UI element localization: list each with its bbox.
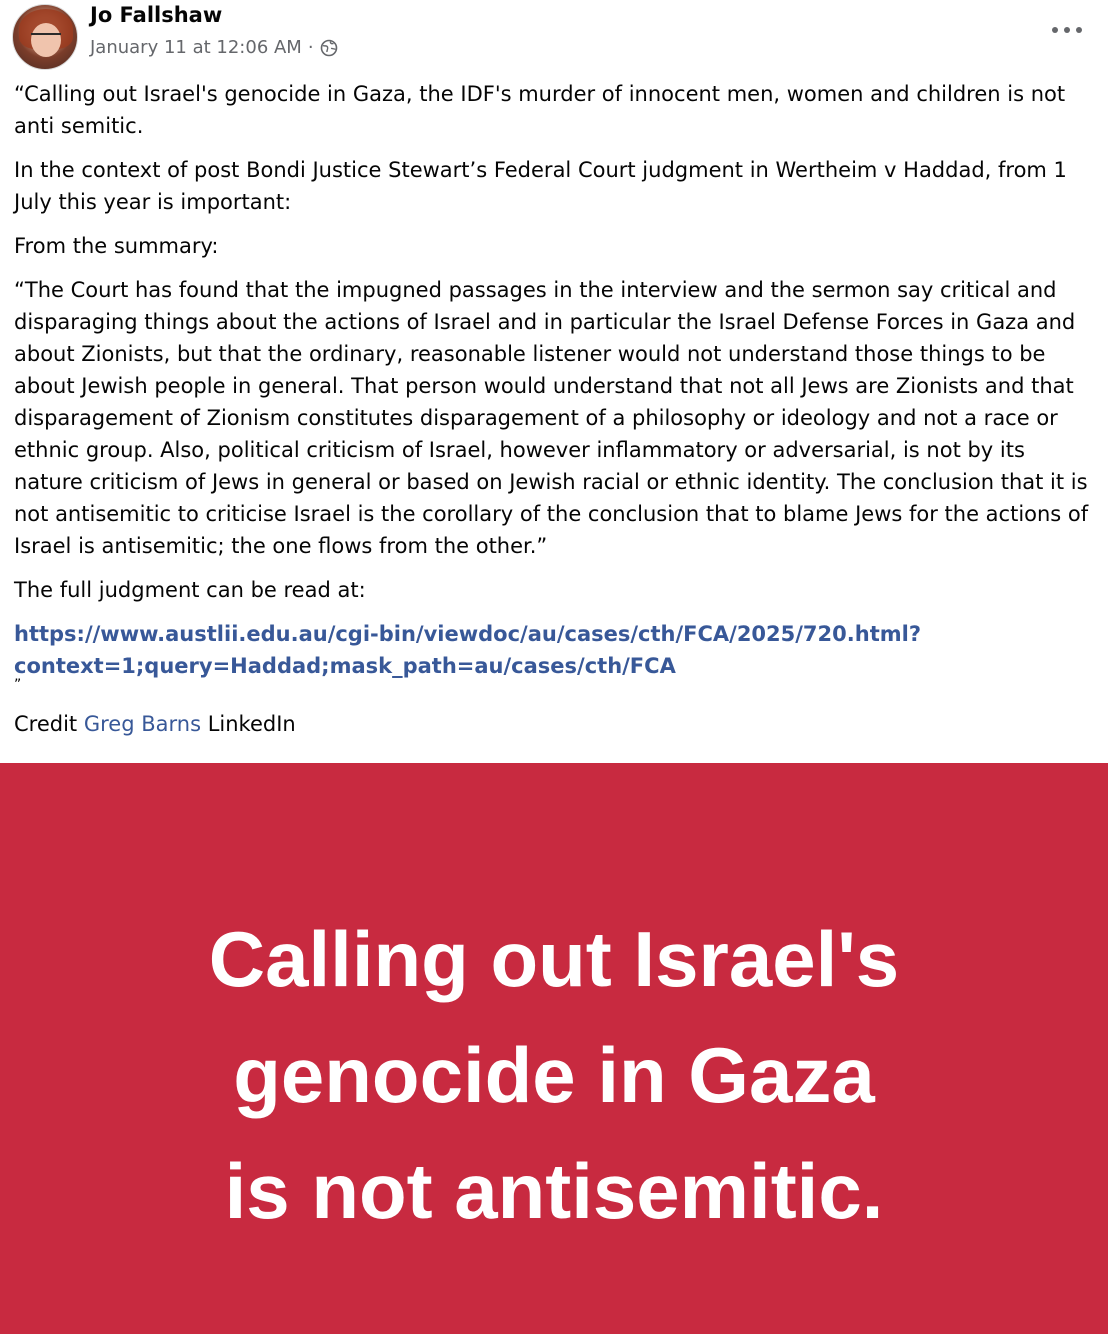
author-name[interactable]: Jo Fallshaw: [90, 3, 223, 27]
credit-prefix: Credit: [14, 712, 78, 736]
more-options-icon[interactable]: [1052, 18, 1082, 42]
image-line-1: Calling out Israel's: [208, 915, 900, 1003]
dot-icon: [1052, 27, 1058, 33]
post-paragraph-5: The full judgment can be read at:: [14, 578, 366, 602]
judgment-link-line-1: https://www.austlii.edu.au/cgi-bin/viewdoc/au/cases/cth/FCA/2025/720.html?: [14, 622, 921, 646]
credit-line: [14, 708, 1096, 740]
credit-profile-link[interactable]: Greg Barns: [83, 712, 202, 736]
avatar-glasses: [31, 33, 61, 43]
credit-suffix: LinkedIn: [207, 712, 296, 736]
post-paragraph-3: From the summary:: [14, 234, 219, 258]
closing-quote: ”: [14, 677, 22, 693]
dot-icon: [1064, 27, 1070, 33]
post-header: [0, 0, 1108, 80]
post-paragraph-1: “Calling out Israel's genocide in Gaza, the IDF's murder of innocent men, women and children is not anti semitic.: [14, 82, 1066, 138]
image-line-2: genocide in Gaza: [233, 1031, 875, 1119]
judgment-link-line-2: context=1;query=Haddad;mask_path=au/cases/cth/FCA: [14, 654, 676, 678]
judgment-link[interactable]: [14, 622, 921, 678]
image-line-3: is not antisemitic.: [224, 1147, 884, 1235]
post-text: [14, 78, 1096, 752]
meta-separator: ·: [307, 37, 314, 58]
author-avatar[interactable]: [12, 4, 78, 70]
post-image[interactable]: [0, 763, 1108, 1334]
post-paragraph-2: In the context of post Bondi Justice Stewart’s Federal Court judgment in Wertheim v Haddad, from 1 July this year is important:: [14, 158, 1067, 214]
judgment-link-block: [14, 618, 1096, 682]
post-paragraph-4: “The Court has found that the impugned passages in the interview and the sermon say critical and disparaging things about the actions of Israel and in particular the Israel Defense Forces in Gaza and about Zionists, but that the ordinary, reasonable listener would not understand those things to be about Jewish people in general. That person would understand that not all Jews are Zionists and that disparagement of Zionism constitutes disparagement of a philosophy or ideology and not a race or ethnic group. Also, political criticism of Israel, however inflammatory or adversarial, is not by its nature criticism of Jews in general or based on Jewish racial or ethnic identity. The conclusion that it is not antisemitic to criticise Israel is the corollary of the conclusion that to blame Jews for the actions of Israel is antisemitic; the one flows from the other.”: [14, 278, 1089, 558]
dot-icon: [1076, 27, 1082, 33]
post-timestamp[interactable]: January 11 at 12:06 AM: [90, 37, 302, 58]
image-caption: [0, 901, 1108, 1249]
globe-icon[interactable]: [320, 39, 338, 57]
post-meta: [90, 37, 338, 58]
